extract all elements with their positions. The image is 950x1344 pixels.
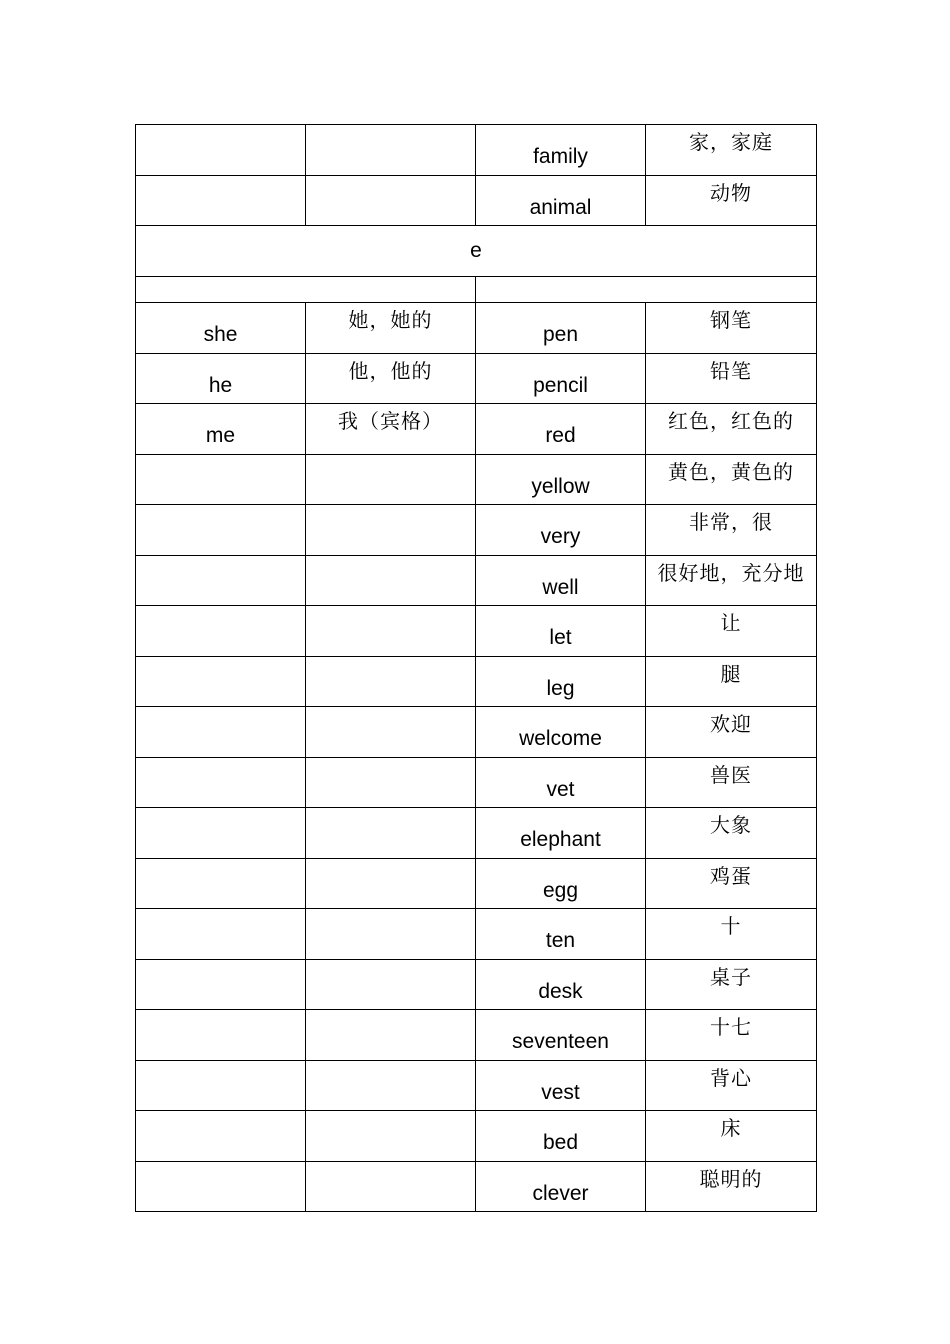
chinese-meaning: 铅笔 (710, 358, 752, 383)
english-word (136, 758, 305, 778)
english-word-cell (476, 757, 646, 808)
chinese-meaning-cell (646, 303, 817, 354)
chinese-meaning (306, 909, 475, 914)
chinese-meaning-cell (306, 1161, 476, 1212)
english-word-cell (476, 555, 646, 606)
english-word: let (549, 626, 572, 649)
english-word-cell (136, 656, 306, 707)
empty-cell (306, 175, 476, 226)
empty-cell (136, 125, 306, 176)
english-word (136, 455, 305, 475)
chinese-meaning-cell (646, 959, 817, 1010)
chinese-meaning-cell (646, 1060, 817, 1111)
table-row (136, 125, 817, 176)
chinese-meaning: 十 (720, 914, 742, 938)
english-word (136, 606, 305, 626)
chinese-meaning: 黄色，黄色的 (668, 459, 794, 484)
chinese-meaning-cell (306, 1111, 476, 1162)
table-row (136, 454, 817, 505)
chinese-meaning: 很好地，充分地 (657, 560, 805, 585)
chinese-meaning: 床 (720, 1116, 742, 1140)
chinese-meaning (306, 657, 475, 662)
chinese-meaning-cell (646, 656, 817, 707)
english-word: well (542, 575, 579, 599)
chinese-meaning (306, 1162, 475, 1167)
english-word (136, 657, 305, 677)
english-word-cell (476, 1161, 646, 1212)
table-row (136, 1060, 817, 1111)
english-word: red (545, 424, 576, 447)
table-row (136, 353, 817, 404)
english-word-cell (136, 454, 306, 505)
table-row (136, 1111, 817, 1162)
english-word (136, 808, 305, 828)
table-row (136, 707, 817, 758)
english-word: very (540, 525, 581, 548)
english-word: bed (542, 1131, 579, 1154)
chinese-meaning-cell (306, 303, 476, 354)
chinese-meaning (306, 1010, 475, 1015)
english-word-cell (476, 303, 646, 354)
chinese-meaning-cell (646, 707, 817, 758)
english-word-cell (476, 858, 646, 909)
english-word: pen (542, 323, 579, 346)
vocabulary-table (135, 124, 817, 1212)
chinese-meaning-cell (646, 175, 817, 226)
english-word: vet (546, 777, 575, 801)
table-row (136, 505, 817, 556)
chinese-meaning-cell (306, 757, 476, 808)
english-word-cell (136, 959, 306, 1010)
chinese-meaning: 他，他的 (348, 358, 433, 383)
spacer-row (136, 277, 817, 303)
chinese-meaning-cell (306, 353, 476, 404)
english-word: me (205, 424, 236, 447)
chinese-meaning-cell (646, 909, 817, 960)
english-word-cell (136, 1161, 306, 1212)
chinese-meaning (306, 1061, 475, 1066)
chinese-meaning: 非常，很 (689, 510, 773, 534)
english-word (136, 1111, 305, 1131)
table-row (136, 656, 817, 707)
table-row (136, 1161, 817, 1212)
chinese-meaning: 十七 (710, 1015, 752, 1039)
english-word-cell (476, 505, 646, 556)
english-word (136, 1162, 305, 1182)
section-header-cell (136, 226, 817, 277)
english-word (136, 909, 305, 929)
table-row (136, 858, 817, 909)
chinese-meaning: 背心 (710, 1065, 752, 1090)
english-word: she (203, 323, 238, 346)
chinese-meaning-cell (646, 757, 817, 808)
english-word (136, 960, 305, 980)
english-word-cell (136, 1060, 306, 1111)
chinese-meaning-cell (306, 858, 476, 909)
chinese-meaning-cell (306, 454, 476, 505)
english-word-cell (476, 125, 646, 176)
empty-cell (136, 277, 476, 303)
chinese-meaning: 兽医 (710, 762, 752, 787)
english-word-cell (476, 656, 646, 707)
chinese-meaning-cell (646, 353, 817, 404)
english-word-cell (136, 353, 306, 404)
chinese-meaning (306, 808, 475, 813)
table-row (136, 606, 817, 657)
chinese-meaning: 红色，红色的 (668, 409, 794, 433)
english-word: pencil (533, 373, 588, 397)
chinese-meaning: 钢笔 (710, 308, 752, 332)
english-word-cell (476, 1111, 646, 1162)
english-word-cell (136, 808, 306, 859)
english-word-cell (136, 606, 306, 657)
chinese-meaning-cell (306, 909, 476, 960)
chinese-meaning (306, 758, 475, 763)
english-word: clever (532, 1181, 589, 1205)
chinese-meaning-cell (646, 1010, 817, 1061)
english-word (136, 556, 305, 576)
english-word (136, 859, 305, 879)
english-word-cell (136, 707, 306, 758)
chinese-meaning: 鸡蛋 (710, 863, 752, 888)
chinese-meaning (306, 1111, 475, 1116)
empty-cell (306, 125, 476, 176)
empty-cell (476, 277, 817, 303)
table-row (136, 404, 817, 455)
english-word-cell (476, 1060, 646, 1111)
chinese-meaning-cell (306, 404, 476, 455)
chinese-meaning-cell (646, 125, 817, 176)
english-word-cell (136, 303, 306, 354)
chinese-meaning: 大象 (710, 813, 752, 837)
chinese-meaning: 欢迎 (710, 712, 752, 736)
chinese-meaning-cell (306, 1060, 476, 1111)
english-word-cell (136, 757, 306, 808)
chinese-meaning-cell (306, 555, 476, 606)
table-row (136, 808, 817, 859)
chinese-meaning-cell (646, 858, 817, 909)
english-word-cell (476, 959, 646, 1010)
english-word: ten (545, 929, 576, 952)
chinese-meaning (306, 455, 475, 460)
english-word: seventeen (512, 1030, 609, 1053)
chinese-meaning-cell (646, 1161, 817, 1212)
english-word-cell (476, 808, 646, 859)
english-word-cell (136, 404, 306, 455)
chinese-meaning: 家，家庭 (689, 130, 773, 154)
english-word: family (533, 145, 588, 168)
english-word-cell (136, 505, 306, 556)
english-word-cell (136, 858, 306, 909)
english-word-cell (136, 909, 306, 960)
english-word (136, 1061, 305, 1081)
english-word-cell (136, 1010, 306, 1061)
chinese-meaning-cell (306, 505, 476, 556)
chinese-meaning-cell (646, 1111, 817, 1162)
english-word (136, 505, 305, 525)
chinese-meaning-cell (306, 959, 476, 1010)
chinese-meaning-cell (646, 454, 817, 505)
table-row (136, 909, 817, 960)
english-word-cell (476, 909, 646, 960)
chinese-meaning: 聪明的 (699, 1166, 763, 1191)
section-header-row (136, 226, 817, 277)
chinese-meaning (306, 859, 475, 864)
table-row (136, 303, 817, 354)
english-word-cell (476, 707, 646, 758)
english-word: he (208, 373, 233, 397)
english-word-cell (476, 606, 646, 657)
english-word: elephant (520, 828, 601, 851)
table-row (136, 1010, 817, 1061)
chinese-meaning-cell (646, 505, 817, 556)
chinese-meaning-cell (306, 707, 476, 758)
english-word: desk (538, 979, 583, 1003)
table-row (136, 757, 817, 808)
english-word-cell (476, 404, 646, 455)
chinese-meaning-cell (646, 808, 817, 859)
english-word-cell (476, 175, 646, 226)
english-word: vest (541, 1080, 580, 1104)
chinese-meaning: 桌子 (710, 964, 752, 989)
english-word-cell (476, 353, 646, 404)
english-word: yellow (531, 474, 590, 498)
english-word (136, 1010, 305, 1030)
chinese-meaning (306, 606, 475, 611)
table-row (136, 175, 817, 226)
english-word-cell (136, 1111, 306, 1162)
empty-cell (136, 175, 306, 226)
chinese-meaning: 我（宾格） (338, 409, 443, 433)
english-word (136, 707, 305, 727)
english-word: animal (529, 195, 592, 219)
chinese-meaning-cell (306, 656, 476, 707)
chinese-meaning (306, 960, 475, 965)
chinese-meaning: 腿 (720, 661, 742, 686)
english-word: welcome (519, 727, 602, 750)
chinese-meaning-cell (306, 808, 476, 859)
chinese-meaning: 她，她的 (348, 308, 433, 332)
english-word-cell (136, 555, 306, 606)
chinese-meaning: 让 (720, 611, 742, 635)
english-word-cell (476, 454, 646, 505)
table-row (136, 555, 817, 606)
chinese-meaning-cell (646, 606, 817, 657)
chinese-meaning (306, 556, 475, 561)
section-letter: e (470, 239, 482, 262)
chinese-meaning (306, 707, 475, 712)
chinese-meaning-cell (306, 1010, 476, 1061)
chinese-meaning-cell (646, 555, 817, 606)
english-word: leg (546, 676, 575, 700)
chinese-meaning-cell (306, 606, 476, 657)
english-word-cell (476, 1010, 646, 1061)
chinese-meaning: 动物 (710, 180, 752, 205)
table-row (136, 959, 817, 1010)
chinese-meaning (306, 505, 475, 510)
english-word: egg (542, 878, 579, 902)
chinese-meaning-cell (646, 404, 817, 455)
word-rows (136, 303, 817, 1212)
